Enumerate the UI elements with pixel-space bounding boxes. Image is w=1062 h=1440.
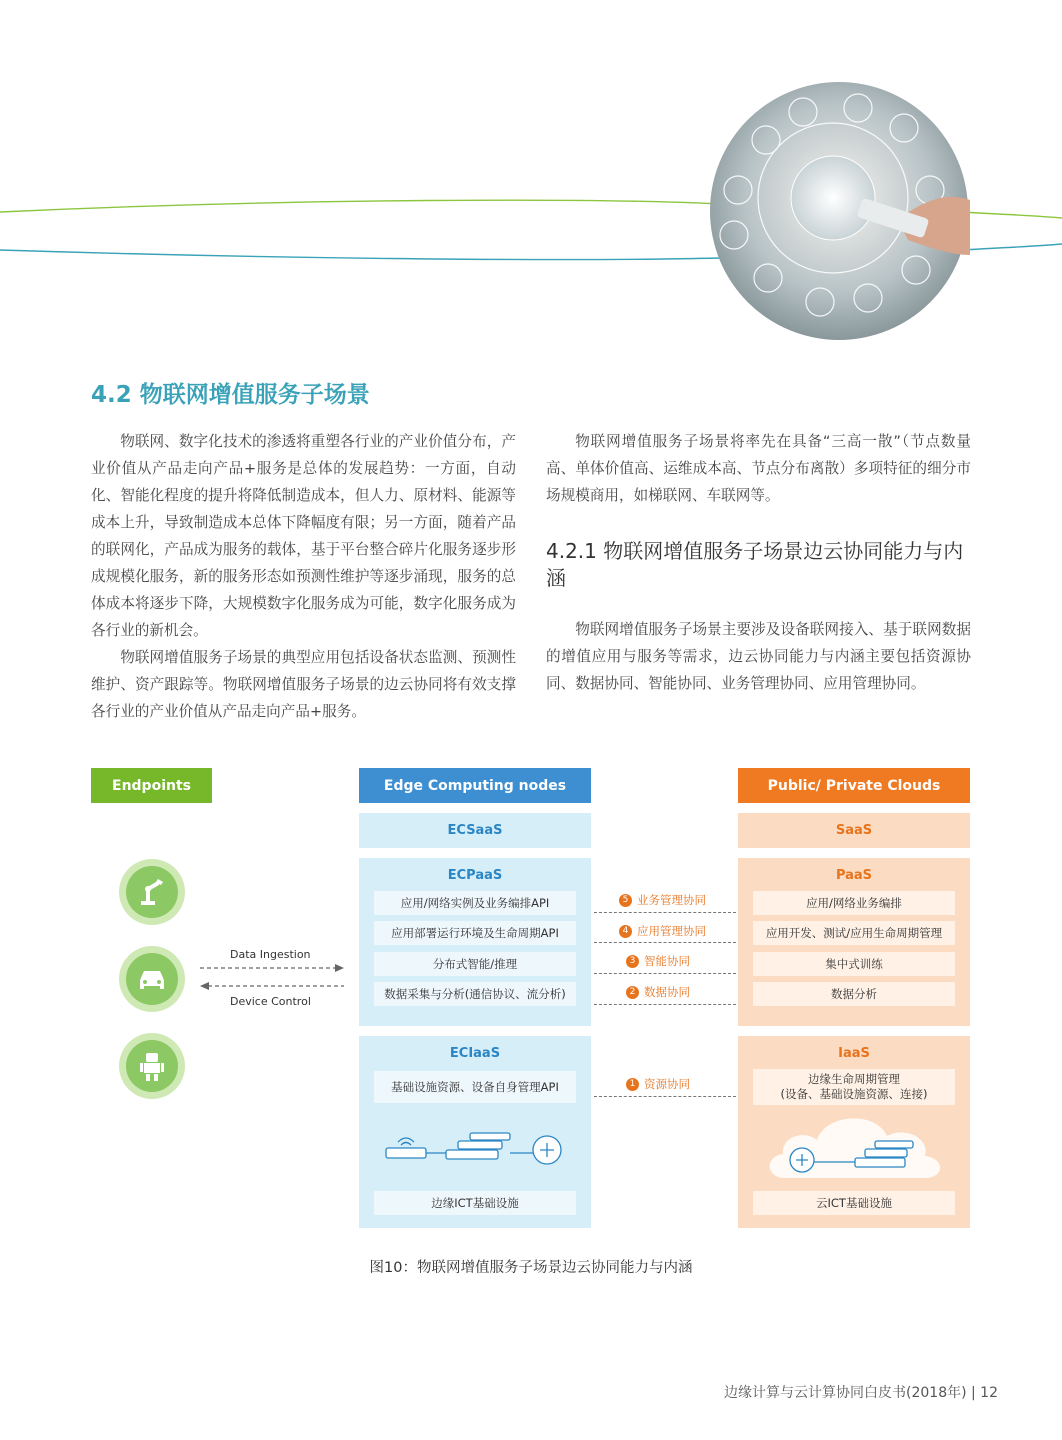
paas-item-2: 应用开发、测试/应用生命周期管理 [753,921,955,945]
cloud-infra-icon [765,1108,945,1184]
sync-num-5: 5 [619,894,632,907]
iaas-item-line2: (设备、基础设施资源、连接) [780,1087,928,1101]
sync-business-mgmt [619,892,706,908]
ecsaas-box: ECSaaS [359,813,591,848]
endpoints-header: Endpoints [91,768,212,803]
car-icon [119,946,185,1012]
section-title: 4.2 物联网增值服务子场景 [91,382,370,408]
paas-item-1: 应用/网络业务编排 [753,891,955,915]
paas-title: PaaS [835,867,873,883]
cloud-header: Public/ Private Clouds [738,768,970,803]
iot-hero-image [708,80,970,342]
edge-network-devices-icon [380,1128,570,1168]
left-column-text [91,428,516,725]
sync-line-1 [594,1096,736,1097]
sync-app-mgmt [619,923,706,939]
right-column-text-2 [546,616,971,697]
cloud-ict-infra: 云ICT基础设施 [753,1191,955,1215]
edge-header: Edge Computing nodes [359,768,591,803]
sync-num-2: 2 [626,986,639,999]
paas-item-4: 数据分析 [753,982,955,1006]
sync-num-3: 3 [626,955,639,968]
figure-caption: 图10：物联网增值服务子场景边云协同能力与内涵 [369,1260,693,1276]
eciaas-title: ECIaaS [449,1045,501,1061]
sync-line-5 [594,912,736,913]
page-footer: 边缘计算与云计算协同白皮书(2018年) | 12 [724,1385,998,1401]
sync-resource [626,1076,690,1092]
saas-box: SaaS [738,813,970,848]
right-paragraph-2: 物联网增值服务子场景主要涉及设备联网接入、基于联网数据的增值应用与服务等需求，边云协同能力与内涵主要包括资源协同、数据协同、智能协同、业务管理协同、应用管理协同。 [546,621,971,692]
ecpaas-item-4: 数据采集与分析(通信协议、流分析) [374,982,576,1006]
iaas-title: IaaS [838,1045,870,1061]
ecpaas-item-1: 应用/网络实例及业务编排API [374,891,576,915]
right-paragraph-1: 物联网增值服务子场景将率先在具备“三高一散”（节点数量高、单体价值高、运维成本高、节点分布离散）多项特征的细分市场规模商用，如梯联网、车联网等。 [546,433,971,504]
robot-icon [119,1033,185,1099]
ecpaas-title: ECPaaS [447,867,503,883]
sync-label-4: 应用管理协同 [637,924,706,938]
sync-label-3: 智能协同 [644,954,690,968]
sync-line-4 [594,942,736,943]
subsection-title: 4.2.1 物联网增值服务子场景边云协同能力与内涵 [546,539,964,590]
ecpaas-item-3: 分布式智能/推理 [374,952,576,976]
sync-line-2 [594,1004,736,1005]
sync-label-1: 资源协同 [644,1077,690,1091]
sync-label-2: 数据协同 [644,985,690,999]
sync-num-4: 4 [619,925,632,938]
data-ingestion-label: Data Ingestion [230,948,311,961]
robot-arm-icon [119,859,185,925]
edge-ict-infra: 边缘ICT基础设施 [374,1191,576,1215]
paas-item-3: 集中式训练 [753,952,955,976]
iaas-item-line1: 边缘生命周期管理 [808,1072,900,1086]
sync-line-3 [594,973,736,974]
arrows [198,960,346,990]
sync-data [626,984,690,1000]
sync-intelligence [626,953,690,969]
left-paragraph-2: 物联网增值服务子场景的典型应用包括设备状态监测、预测性维护、资产跟踪等。物联网增值服务子场景的边云协同将有效支撑各行业的产业价值从产品走向产品+服务。 [91,649,516,720]
sync-num-1: 1 [626,1078,639,1091]
iaas-item [753,1069,955,1105]
device-control-label: Device Control [230,995,311,1008]
left-paragraph-1: 物联网、数字化技术的渗透将重塑各行业的产业价值分布，产业价值从产品走向产品+服务是总体的发展趋势：一方面，自动化、智能化程度的提升将降低制造成本，但人力、原材料、能源等成本上升，导致制造成本总体下降幅度有限；另一方面，随着产品的联网化，产品成为服务的载体，基于平台整合碎片化服务逐步形成规模化服务，新的服务形态如预测性维护等逐步涌现，服务的总体成本将逐步下降，大规模数字化服务成为可能，数字化服务成为各行业的新机会。 [91,433,516,639]
right-column-text [546,428,971,509]
eciaas-item: 基础设施资源、设备自身管理API [374,1071,576,1103]
sync-label-5: 业务管理协同 [637,893,706,907]
ecpaas-item-2: 应用部署运行环境及生命周期API [374,921,576,945]
